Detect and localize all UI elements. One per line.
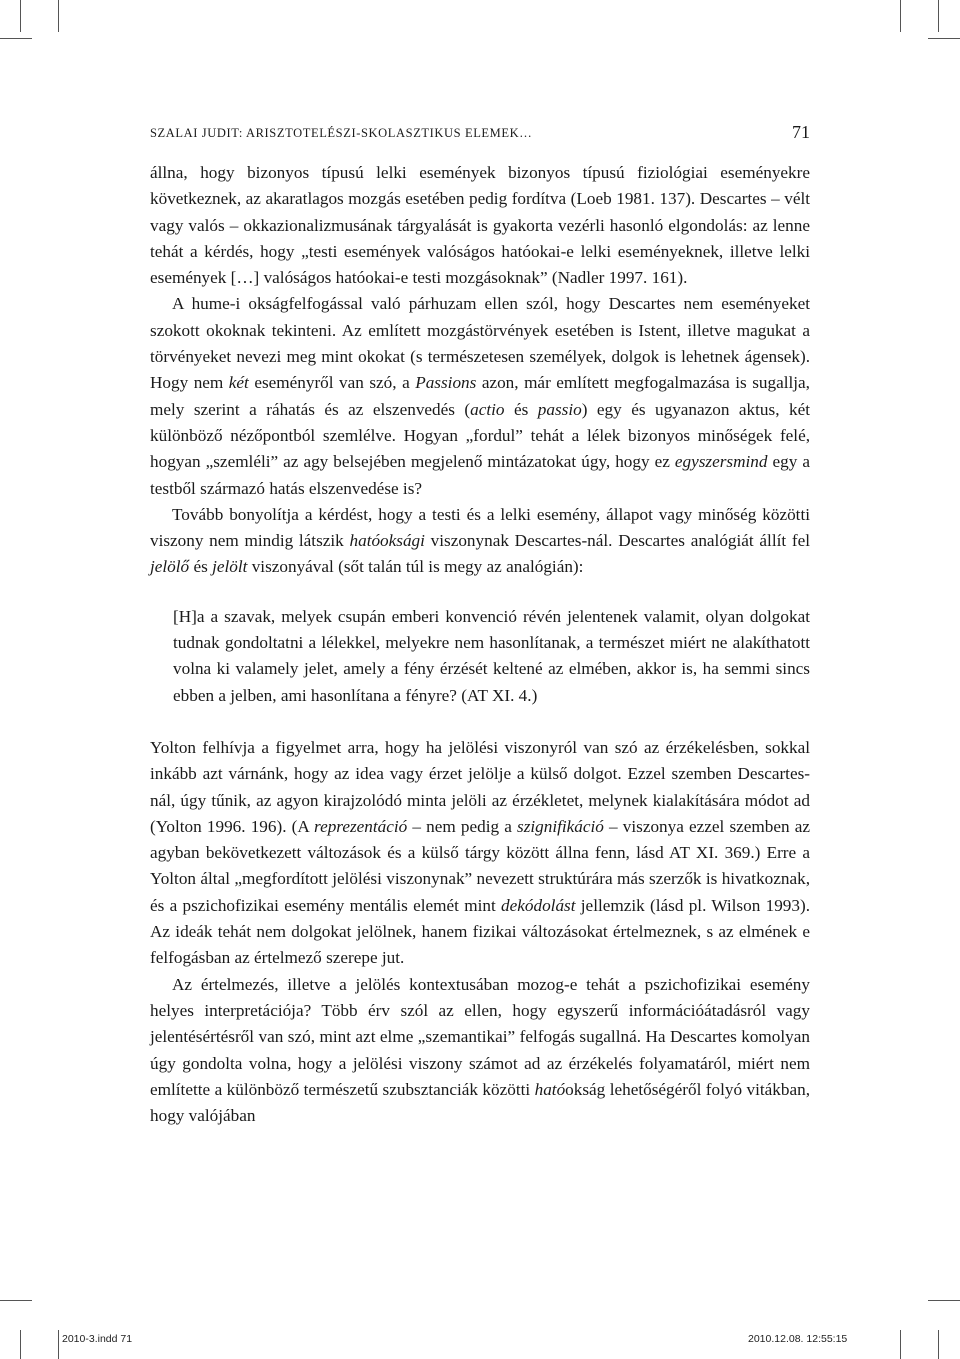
text-run: A hume-i okságfelfogással való párhuzam ellen szól, hogy Descartes nem eseményeket szokott okoknak tekinteni. Az említett mozgástörvények esetében is Istent, illetve magukat a törvényeket nevezi meg mint okokat (s természetesen személyek, dolgok is lehetnek ágensek). Hogy nem [150, 294, 810, 393]
italic-run: dekódolást [501, 895, 576, 915]
text-run: állna, hogy bizonyos típusú lelki események bizonyos típusú fiziológiai eseményekre következnek, az akaratlagos mozgás esetében pedig fordítva (Loeb 1981. 137). Descartes – vélt vagy valós – okkazionalizmusának tárgyalását is gyakorta vezérli hasonló elgondolás: az lenne tehát a kérdés, hogy „testi események valóságos hatóokai-e lelki eseményeknek, illetve lelki események […] valóságos hatóokai-e testi mozgásoknak” (Nadler 1997. 161). [150, 163, 810, 288]
text-run: azon, már említett megfogalmazása is sugallja, mely szerint a ráhatás és az elszenvedés ( [150, 373, 810, 419]
italic-run: szignifikáció [517, 816, 604, 836]
text-run: Az értelmezés, illetve a jelölés kontextusában mozog-e tehát a pszichofizikai esemény helyes interpretációja? Több érv szól az ellen, hogy egyszerű információátadásról vagy jelentésértésről van szó, mint azt elme „szemantikai” felfogás sugallná. Ha Descartes komolyan úgy gondolta volna, hogy a jelölési viszony számot ad az érzékelés folyamatáról, miért nem említette a különböző természetű szubsztanciák közötti [150, 974, 810, 1099]
italic-run: reprezentáció [314, 816, 408, 836]
crop-mark [20, 0, 21, 32]
block-quote [173, 604, 810, 709]
footer-file-info: 2010-3.indd 71 [62, 1333, 133, 1345]
body-text [150, 160, 810, 1129]
text-run: ) egy és ugyanazon aktus, két különböző nézőpontból szemlélve. Hogyan „fordul” tehát a lélek bizonyos minőségek felé, hogyan „szemléli” az agy belsejében megjelenő mintázatokat úgy, hogy ez [150, 399, 810, 472]
text-run: viszonyával (sőt talán túl is megy az analógián): [247, 557, 584, 577]
italic-run: hatóoksági [349, 531, 425, 551]
paragraph [150, 972, 810, 1130]
crop-mark [58, 1330, 59, 1359]
crop-mark [928, 1300, 960, 1301]
crop-mark [900, 1330, 901, 1359]
text-run: egy a testből származó hatás elszenvedése is? [150, 452, 810, 498]
page-number: 71 [792, 122, 810, 142]
italic-run: Passions [415, 373, 477, 393]
italic-run: jelölő [150, 557, 190, 577]
crop-mark [938, 0, 939, 32]
paragraph [150, 291, 810, 501]
italic-run: jelölt [212, 557, 248, 577]
text-run: és [189, 557, 213, 577]
crop-mark [928, 38, 960, 39]
paragraph [150, 502, 810, 581]
page-header [150, 122, 810, 148]
crop-mark [938, 1330, 939, 1359]
crop-mark [58, 0, 59, 32]
text-run: Yolton felhívja a figyelmet arra, hogy ha jelölési viszonyról van szó az érzékelésben, sokkal inkább azt várnánk, hogy az idea vagy érzet jelölje a külső dolgot. Ezzel szemben Descartes-nál, úgy tűnik, az agyon kirajzolódó minta jelöli az érzékletet, melynek kialakítására módot ad (Yolton 1996. 196). (A [150, 737, 810, 836]
crop-mark [0, 1300, 32, 1301]
italic-run: két [228, 373, 249, 393]
text-run: Tovább bonyolítja a kérdést, hogy a testi és a lelki esemény, állapot vagy minőség közötti viszony nem mindig látszik [150, 504, 810, 551]
paragraph [150, 735, 810, 972]
italic-run: egyszersmind [674, 452, 768, 472]
italic-run: ható [534, 1079, 566, 1099]
text-run: eseményről van szó, a [248, 373, 416, 393]
text-run: és [504, 399, 538, 419]
italic-run: passio [537, 399, 582, 419]
text-run: okság lehetőségéről folyó vitákban, hogy valójában [150, 1079, 810, 1126]
text-run: [H]a a szavak, melyek csupán emberi konvenció révén jelentenek valamit, olyan dolgokat tudnak gondoltatni a lélekkel, melyekre nem hasonlítanak, a természet miért ne alakíthatott volna ki valamely jelet, amely a fény érzését keltené az elmében, akkor is, ha semmi sincs ebben a jelben, ami hasonlítana a fényre? (AT XI. 4.) [173, 606, 810, 705]
footer-timestamp: 2010.12.08. 12:55:15 [748, 1333, 848, 1345]
text-run: jellemzik (lásd pl. Wilson 1993). Az ideák tehát nem dolgokat jelölnek, hanem fizikai változásokat értelmeznek, s az elmének e felfogásban az értelmező szerepe jut. [150, 895, 810, 968]
crop-mark [20, 1330, 21, 1359]
text-run: – nem pedig a [407, 816, 517, 836]
text-run: – viszonya ezzel szemben az agyban bekövetkezett változások és a külső tárgy között állna fenn, lásd AT XI. 369.) Erre a Yolton által „megfordított jelölési viszonynak” nevezett struktúrára más szerzők is hivatkoznak, és a pszichofizikai esemény mentális elemét mint [150, 816, 811, 915]
crop-mark [0, 38, 32, 39]
crop-mark [900, 0, 901, 32]
running-head: SZALAI JUDIT: ARISZTOTELÉSZI-SKOLASZTIKUS ELEMEK… [150, 126, 533, 140]
text-run: viszonynak Descartes-nál. Descartes analógiát állít fel [424, 531, 810, 551]
italic-run: actio [470, 399, 505, 419]
paragraph [150, 160, 810, 291]
